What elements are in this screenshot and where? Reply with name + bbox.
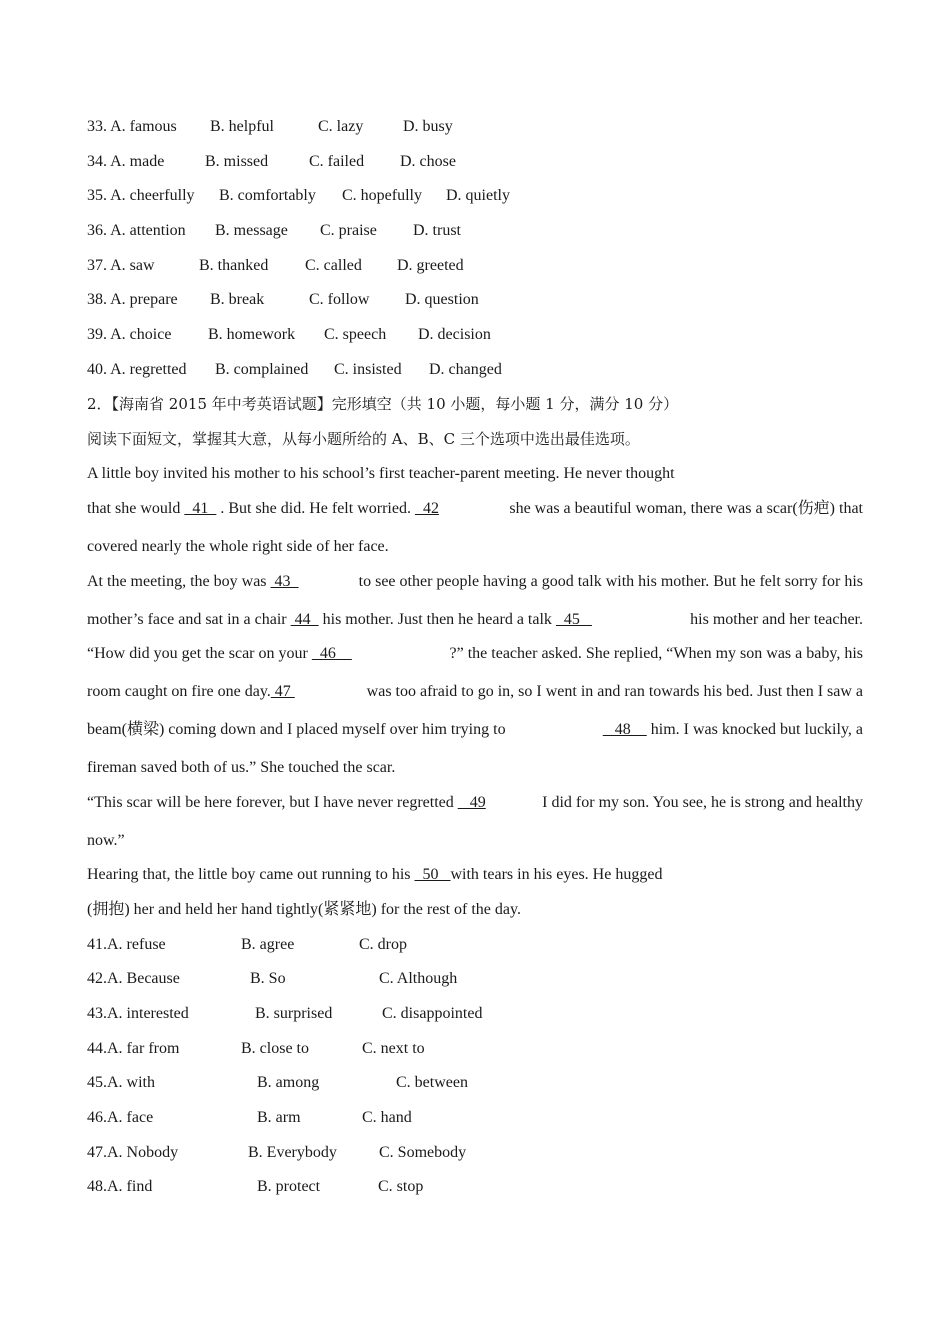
passage-line: covered nearly the whole right side of her face. — [87, 538, 389, 555]
text-segment: to see other people having a good talk with his mother. But he felt sorry for his — [358, 573, 863, 590]
option-a: 40. A. regretted — [87, 361, 187, 378]
text-segment: “How did you get the scar on your — [87, 645, 312, 662]
option-b: B. homework — [208, 326, 296, 343]
blank-43: 43 — [270, 573, 299, 590]
section-heading: 2．【海南省 2015 年中考英语试题】完形填空（共 10 小题，每小题 1 分，满分 10 分） — [87, 395, 679, 413]
passage-line — [87, 499, 863, 519]
option-a: 42.A. Because — [87, 970, 180, 987]
passage-line — [87, 865, 662, 885]
option-b: B. comfortably — [219, 187, 316, 204]
passage-line — [87, 572, 863, 592]
option-a: 45.A. with — [87, 1074, 155, 1091]
option-d: D. question — [405, 291, 479, 308]
option-c: C. Although — [379, 970, 458, 987]
option-c: C. between — [396, 1074, 468, 1091]
blank-42: 42 — [414, 500, 439, 517]
blank-50: 50 — [414, 866, 451, 883]
option-d: D. decision — [418, 326, 491, 343]
blank-44: 44 — [290, 611, 319, 628]
option-a: 34. A. made — [87, 153, 165, 170]
passage-line — [87, 793, 863, 813]
option-b: B. surprised — [255, 1005, 333, 1022]
option-c: C. disappointed — [382, 1005, 483, 1022]
option-a: 39. A. choice — [87, 326, 172, 343]
passage-text — [87, 499, 439, 519]
text-segment: I did for my son. You see, he is strong and healthy — [542, 794, 863, 811]
option-a: 36. A. attention — [87, 222, 186, 239]
text-segment: she was a beautiful woman, there was a scar(伤疤) that — [509, 500, 863, 517]
option-c: C. lazy — [318, 118, 364, 135]
option-b: B. So — [250, 970, 286, 987]
blank-47: 47 — [270, 683, 295, 700]
option-c: C. stop — [378, 1178, 424, 1195]
passage-text — [87, 610, 592, 630]
blank-45: 45 — [555, 611, 592, 628]
option-d: D. quietly — [446, 187, 510, 204]
blank-48: 48 — [602, 721, 647, 738]
option-a: 33. A. famous — [87, 118, 177, 135]
blank-49: 49 — [457, 794, 486, 811]
option-b: B. Everybody — [248, 1144, 337, 1161]
option-a: 37. A. saw — [87, 257, 155, 274]
option-b: B. missed — [205, 153, 269, 170]
text-segment: ?” the teacher asked. She replied, “When my son was a baby, his — [449, 645, 863, 662]
option-d: D. busy — [403, 118, 453, 135]
option-a: 47.A. Nobody — [87, 1144, 179, 1161]
option-a: 38. A. prepare — [87, 291, 178, 308]
option-b: B. thanked — [199, 257, 269, 274]
text-segment: his mother and her teacher. — [690, 611, 863, 628]
option-c: C. insisted — [334, 361, 402, 378]
passage-line: (拥抱) her and held her hand tightly(紧紧地) for the rest of the day. — [87, 901, 521, 918]
passage-text — [603, 720, 863, 740]
option-b: B. helpful — [210, 118, 274, 135]
option-c: C. hopefully — [342, 187, 422, 204]
option-b: B. break — [210, 291, 265, 308]
text-segment: “This scar will be here forever, but I have never regretted — [87, 794, 458, 811]
passage-line: now.” — [87, 832, 125, 849]
text-segment: mother’s face and sat in a chair — [87, 611, 291, 628]
option-c: C. speech — [324, 326, 387, 343]
option-c: C. Somebody — [379, 1144, 467, 1161]
option-c: C. praise — [320, 222, 377, 239]
option-c: C. next to — [362, 1040, 425, 1057]
passage-line: fireman saved both of us.” She touched the scar. — [87, 759, 396, 776]
option-b: B. agree — [241, 936, 295, 953]
option-a: 43.A. interested — [87, 1005, 189, 1022]
option-a: 48.A. find — [87, 1178, 153, 1195]
option-a: 35. A. cheerfully — [87, 187, 195, 204]
option-b: B. close to — [241, 1040, 309, 1057]
option-d: D. trust — [413, 222, 461, 239]
option-d: D. chose — [400, 153, 456, 170]
text-segment: was too afraid to go in, so I went in and ran towards his bed. Just then I saw a — [366, 683, 863, 700]
option-b: B. arm — [257, 1109, 301, 1126]
option-a: 44.A. far from — [87, 1040, 180, 1057]
passage-line: A little boy invited his mother to his school’s first teacher-parent meeting. He never thought — [87, 465, 675, 482]
passage-line — [87, 644, 863, 664]
option-c: C. hand — [362, 1109, 412, 1126]
passage-text — [87, 793, 486, 813]
text-segment: beam(横梁) coming down and I placed myself over him trying to — [87, 721, 506, 738]
text-segment: room caught on fire one day. — [87, 683, 271, 700]
text-segment: his mother. Just then he heard a talk — [318, 611, 556, 628]
passage-text — [87, 682, 295, 702]
passage-line — [87, 720, 863, 740]
option-b: B. among — [257, 1074, 320, 1091]
text-segment: that she would — [87, 500, 185, 517]
option-a: 46.A. face — [87, 1109, 154, 1126]
text-segment: Hearing that, the little boy came out running to his — [87, 866, 415, 883]
text-segment: him. I was knocked but luckily, a — [646, 721, 863, 738]
option-b: B. complained — [215, 361, 309, 378]
option-c: C. failed — [309, 153, 365, 170]
text-segment: At the meeting, the boy was — [87, 573, 271, 590]
blank-41: 41 — [184, 500, 217, 517]
option-c: C. follow — [309, 291, 370, 308]
passage-line — [87, 682, 863, 702]
option-a: 41.A. refuse — [87, 936, 166, 953]
blank-46: 46 — [311, 645, 352, 662]
option-d: D. changed — [429, 361, 502, 378]
text-segment: . But she did. He felt worried. — [216, 500, 415, 517]
option-c: C. drop — [359, 936, 407, 953]
option-b: B. protect — [257, 1178, 321, 1195]
option-b: B. message — [215, 222, 288, 239]
passage-text — [87, 572, 299, 592]
option-c: C. called — [305, 257, 362, 274]
passage-text — [87, 644, 352, 664]
text-segment: with tears in his eyes. He hugged — [450, 866, 663, 883]
passage-line — [87, 610, 863, 630]
section-instruction: 阅读下面短文，掌握其大意，从每小题所给的 A、B、C 三个选项中选出最佳选项。 — [87, 430, 640, 448]
option-d: D. greeted — [397, 257, 464, 274]
